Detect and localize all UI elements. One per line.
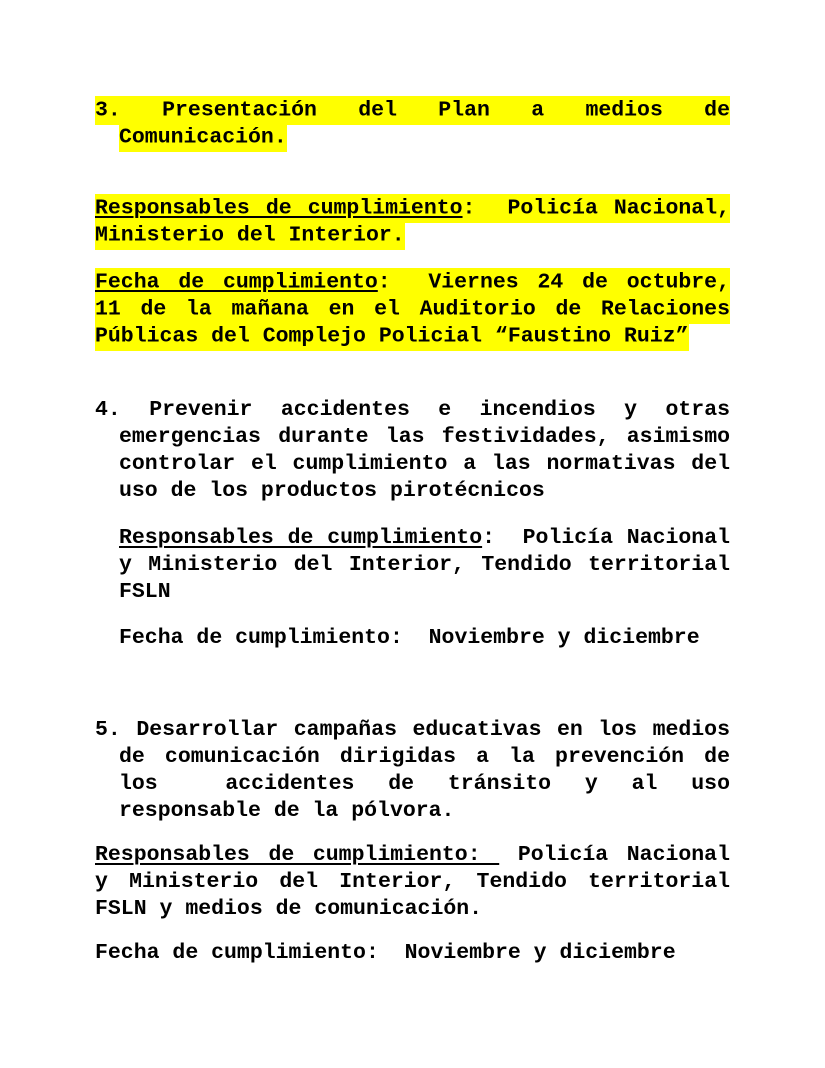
text-line [95,798,730,825]
text-line [95,525,730,552]
text-segment: : Viernes 24 de octubre, [377,270,730,294]
plain-text [119,626,700,650]
plain-text [119,479,545,503]
paragraph-fecha-3 [95,269,730,350]
paragraph-fecha-4 [95,625,730,652]
plain-text [95,398,730,422]
text-segment: de comunicación dirigidas a la prevención de [119,745,730,769]
plain-text [119,452,730,476]
paragraph-responsables-3 [95,195,730,249]
text-line [95,896,730,923]
text-line [95,842,730,869]
underlined-label: Responsables de cumplimiento [119,526,483,550]
highlighted-text [95,322,689,351]
underlined-label: Fecha de cumplimiento [95,270,378,294]
highlighted-text [95,221,405,250]
text-line [95,424,730,451]
text-segment: : Policía Nacional, [462,196,731,220]
text-line [95,397,730,424]
plain-text [119,799,454,823]
highlighted-text [95,194,730,223]
text-segment: 11 de la mañana en el Auditorio de Relaciones [95,297,730,321]
paragraph-item-5 [95,717,730,825]
plain-text [95,718,730,742]
paragraph-item-4 [95,397,730,505]
text-line [95,940,730,967]
text-line [95,478,730,505]
paragraph-item-3 [95,97,730,151]
text-segment: uso de los productos pirotécnicos [119,479,545,503]
text-segment: FSLN y medios de comunicación. [95,897,483,921]
underlined-label: Responsables de cumplimiento [95,196,463,220]
text-segment: los accidentes de tránsito y al uso [119,772,730,796]
text-segment: 5. Desarrollar campañas educativas en los medios [95,718,730,742]
text-line [95,717,730,744]
text-line [95,97,730,124]
highlighted-text [95,268,730,297]
plain-text [119,526,730,550]
highlighted-text [95,295,730,324]
text-segment: y Ministerio del Interior, Tendido territorial [119,553,730,577]
plain-text [119,745,730,769]
text-line [95,296,730,323]
text-segment: Públicas del Complejo Policial “Faustino Ruiz” [95,324,689,348]
text-line [95,451,730,478]
text-segment: 3. Presentación del Plan a medios de [95,98,730,122]
text-segment: 4. Prevenir accidentes e incendios y otras [95,398,730,422]
text-segment: : Policía Nacional [482,526,731,550]
text-line [95,195,730,222]
text-segment: controlar el cumplimiento a las normativas del [119,452,730,476]
text-line [95,552,730,579]
text-line [95,269,730,296]
text-segment: responsable de la pólvora. [119,799,455,823]
paragraph-fecha-5 [95,940,730,967]
text-segment: emergencias durante las festividades, asimismo [119,425,730,449]
text-line [95,744,730,771]
plain-text [119,553,730,577]
text-segment: Fecha de cumplimiento: Noviembre y diciembre [119,626,700,650]
plain-text [119,772,730,796]
text-line [95,771,730,798]
text-line [95,625,730,652]
underlined-label: Responsables de cumplimiento: [95,843,500,867]
plain-text [119,580,171,604]
text-segment: Policía Nacional [499,843,730,867]
text-line [95,222,730,249]
text-line [95,869,730,896]
highlighted-text [95,96,730,125]
paragraph-responsables-5 [95,842,730,923]
plain-text [95,870,730,894]
text-segment: Fecha de cumplimiento: Noviembre y diciembre [95,941,676,965]
text-line [95,124,730,151]
highlighted-text [119,123,287,152]
plain-text [95,843,730,867]
text-segment: y Ministerio del Interior, Tendido territorial [95,870,730,894]
text-segment: Ministerio del Interior. [95,223,405,247]
plain-text [119,425,730,449]
text-segment: FSLN [119,580,171,604]
text-segment: Comunicación. [119,125,287,149]
plain-text [95,941,676,965]
paragraph-responsables-4 [95,525,730,606]
plain-text [95,897,482,921]
text-line [95,579,730,606]
text-line [95,323,730,350]
